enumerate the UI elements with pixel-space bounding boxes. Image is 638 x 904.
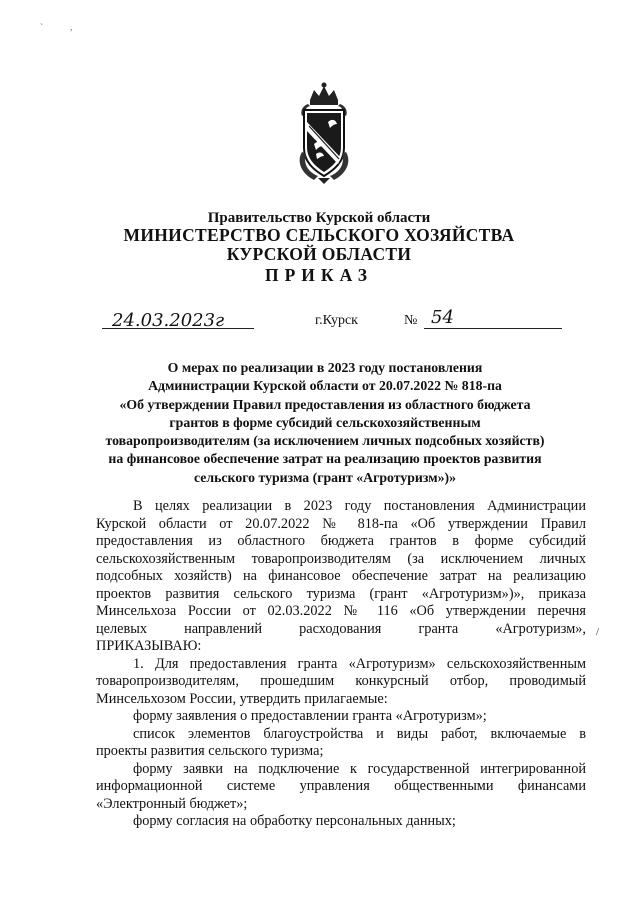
title-line: Администрации Курской области от 20.07.2022 № 818-па	[148, 378, 502, 394]
ministry-name-line1: МИНИСТЕРСТВО СЕЛЬСКОГО ХОЗЯЙСТВА	[123, 225, 515, 245]
title-line: товаропроизводителям (за исключением личных подсобных хозяйств)	[105, 433, 545, 449]
order-title	[100, 359, 550, 487]
body-line: проекты развития сельского туризма;	[96, 743, 324, 759]
order-number: 54	[431, 307, 454, 328]
body-line: форму согласия на обработку персональных данных;	[133, 813, 456, 829]
ministry-name-line2: КУРСКОЙ ОБЛАСТИ	[226, 244, 412, 264]
order-city: г.Курск	[315, 313, 358, 328]
title-line: «Об утверждении Правил предоставления из областного бюджета	[119, 396, 531, 412]
body-line: Минсельхозом России, утвердить прилагаемые:	[96, 690, 388, 707]
title-line: О мерах по реализации в 2023 году постановления	[167, 360, 483, 375]
body-line: форму заявления о предоставлении гранта «Агротуризм»;	[133, 708, 487, 724]
body-line: В целях реализации в 2023 году постановления Администрации	[133, 498, 586, 514]
body-line: ПРИКАЗЫВАЮ:	[96, 638, 202, 654]
order-number-label: №	[404, 313, 418, 328]
body-line: форму заявки на подключение к государственной интегрированной	[133, 760, 586, 777]
title-line: на финансовое обеспечение затрат на реализацию проектов развития	[108, 451, 542, 467]
body-line: Минсельхоза России от 02.03.2022 № 116 «Об утверждении перечня	[96, 603, 586, 619]
body-line: список элементов благоустройства и виды работ, включаемые в	[133, 725, 586, 742]
government-name: Правительство Курской области	[207, 210, 431, 226]
margin-mark: /	[596, 626, 600, 638]
document-type: ПРИКАЗ	[264, 265, 374, 285]
coat-of-arms-icon	[288, 82, 360, 186]
body-line: целевых направлений расходования гранта «Агротуризм»,	[96, 620, 586, 637]
body-line: Курской области от 20.07.2022 № 818-па «Об утверждении Правил	[96, 515, 586, 532]
body-line: подсобных хозяйств) на финансовое обеспечение затрат на реализацию	[96, 568, 586, 584]
body-line: товаропроизводителям, прошедшим конкурсный отбор, проводимый	[96, 673, 586, 689]
body-line: предоставления из областного бюджета грантов в форме субсидий	[96, 533, 586, 549]
body-line: информационной системе управления общественными финансами	[96, 778, 586, 794]
body-line: 1. Для предоставления гранта «Агротуризм» сельскохозяйственным	[133, 655, 586, 672]
date-underline	[102, 328, 254, 329]
body-line: сельскохозяйственным товаропроизводителям (за исключением личных	[96, 550, 586, 567]
order-date: 24.03.2023г	[112, 310, 225, 331]
number-underline	[424, 328, 562, 329]
body-line: проектов развития сельского туризма (грант «Агротуризм»)», приказа	[96, 585, 586, 602]
scan-specks: ` ,	[40, 22, 73, 32]
title-line: сельского туризма (грант «Агротуризм»)»	[193, 469, 456, 485]
order-body	[96, 498, 586, 831]
title-line: грантов в форме субсидий сельскохозяйственным	[169, 414, 481, 430]
body-line: «Электронный бюджет»;	[96, 795, 248, 812]
